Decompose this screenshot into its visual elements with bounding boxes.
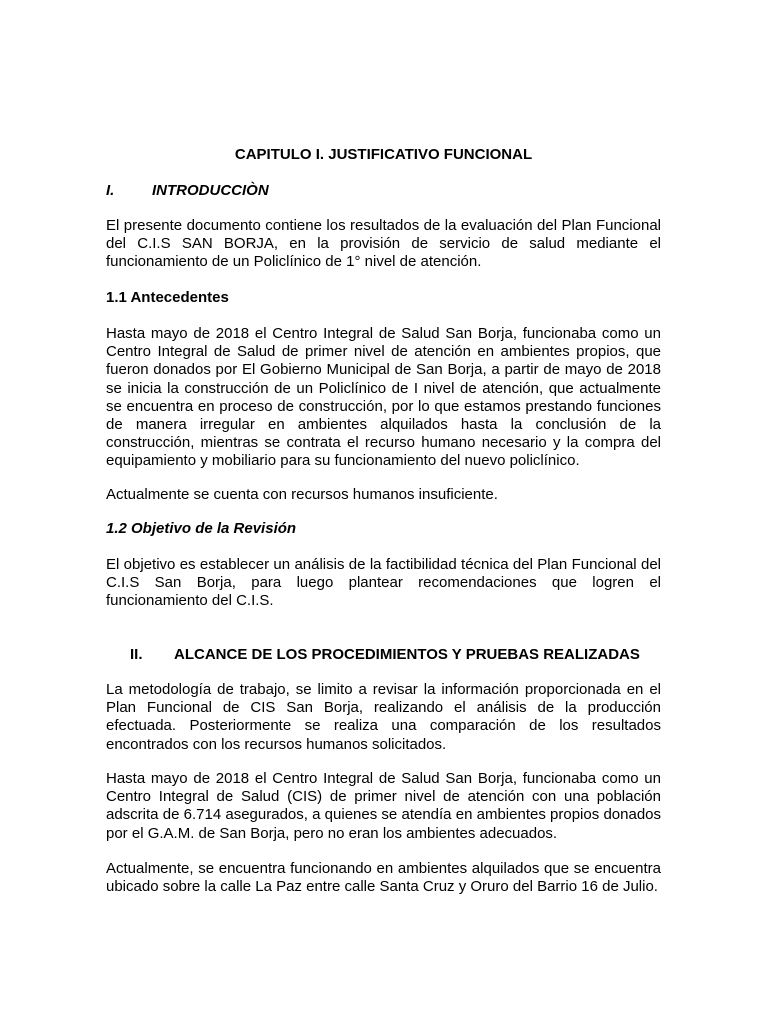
objetivo-heading: 1.2 Objetivo de la Revisión	[106, 520, 297, 537]
alcance-paragraph-2: Hasta mayo de 2018 el Centro Integral de Salud San Borja, funcionaba como un Centro Integral de Salud (CIS) de primer nivel de atención con una población adscrita de 6.714 asegurados, a quienes se atendía en ambientes propios donados por el G.A.M. de San Borja, pero no eran los ambientes adecuados.	[106, 770, 661, 842]
section-2-number: II.	[130, 646, 143, 663]
antecedentes-paragraph-2: Actualmente se cuenta con recursos humanos insuficiente.	[106, 486, 498, 503]
section-2-heading	[130, 646, 640, 664]
antecedentes-paragraph-1: Hasta mayo de 2018 el Centro Integral de Salud San Borja, funcionaba como un Centro Integral de Salud de primer nivel de atención en ambientes propios, que fueron donados por El Gobierno Municipal de San Borja, a partir de mayo de 2018 se inicia la construcción de un Policlínico de I nivel de atención, que actualmente se encuentra en proceso de construcción, por lo que estamos prestando funciones de manera irregular en ambientes alquilados hasta la conclusión de la construcción, mientras se contrata el recurso humano necesario y la compra del equipamiento y mobiliario para su funcionamiento del nuevo policlínico.	[106, 325, 661, 470]
alcance-paragraph-1: La metodología de trabajo, se limito a revisar la información proporcionada en el Plan Funcional de CIS San Borja, realizando el análisis de la producción efectuada. Posteriormente se realiza una comparación de los resultados encontrados con los recursos humanos solicitados.	[106, 681, 661, 753]
section-2-title: ALCANCE DE LOS PROCEDIMIENTOS Y PRUEBAS REALIZADAS	[174, 646, 640, 663]
antecedentes-heading: 1.1 Antecedentes	[106, 289, 229, 306]
chapter-title: CAPITULO I. JUSTIFICATIVO FUNCIONAL	[234, 146, 533, 163]
objetivo-paragraph: El objetivo es establecer un análisis de la factibilidad técnica del Plan Funcional del C.I.S San Borja, para luego plantear recomendaciones que logren el funcionamiento del C.I.S.	[106, 556, 661, 610]
document-page	[106, 0, 661, 1024]
alcance-paragraph-3: Actualmente, se encuentra funcionando en ambientes alquilados que se encuentra ubicado sobre la calle La Paz entre calle Santa Cruz y Oruro del Barrio 16 de Julio.	[106, 860, 661, 896]
introduction-paragraph: El presente documento contiene los resultados de la evaluación del Plan Funcional del C.I.S SAN BORJA, en la provisión de servicio de salud mediante el funcionamiento de un Policlínico de 1° nivel de atención.	[106, 217, 661, 271]
section-1-title: INTRODUCCIÒN	[152, 182, 269, 199]
section-1-heading	[106, 182, 269, 200]
section-1-number: I.	[106, 182, 115, 199]
